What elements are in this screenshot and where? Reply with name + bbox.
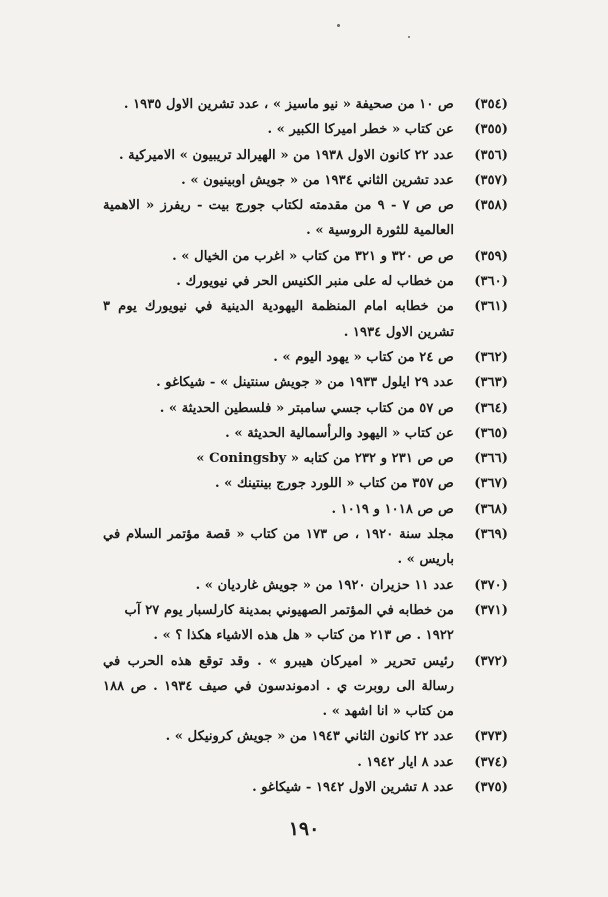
footnote-number: (٣٦٢) — [474, 349, 508, 365]
footnote-text: ص ٢٤ من كتاب « يهود اليوم » . — [273, 349, 454, 365]
footnote-number: (٣٥٩) — [474, 248, 508, 264]
footnote-362 — [103, 345, 508, 370]
footnote-number: (٣٦٧) — [474, 476, 508, 492]
footnote-367 — [103, 471, 508, 496]
footnote-number: (٣٦٣) — [474, 375, 508, 391]
footnote-number: (٣٥٦) — [474, 147, 508, 163]
footnote-360 — [103, 269, 508, 294]
footnote-number: (٣٦١) — [474, 299, 508, 315]
footnote-text: ص ص ٧ - ٩ من مقدمته لكتاب جورج بيت - ريفرز « الاهمية العالمية للثورة الروسية » . — [103, 198, 455, 239]
footnote-text: عن كتاب « اليهود والرأسمالية الحديثة » . — [225, 425, 454, 441]
footnote-text: عدد ٢٩ ايلول ١٩٣٣ من « جويش سنتينل » - شيكاغو . — [156, 375, 454, 391]
footnote-text: عدد ٢٢ كانون الاول ١٩٣٨ من « الهيرالد تريبيون » الاميركية . — [119, 147, 454, 163]
footnote-354 — [103, 92, 508, 117]
footnote-374 — [103, 750, 508, 775]
footnote-number: (٣٦٥) — [474, 425, 508, 441]
footnote-text: عدد ١١ حزيران ١٩٢٠ من « جويش غارديان » . — [195, 577, 454, 593]
footnote-number: (٣٧٥) — [474, 780, 508, 796]
footnote-text: من خطابه في المؤتمر الصهيوني بمدينة كارلسبار يوم ٢٧ آب ١٩٢٢ . ص ٢١٣ من كتاب « هل هذه الاشياء هكذا ؟ » . — [124, 602, 454, 644]
footnote-text: ص ٣٥٧ من كتاب « اللورد جورج بينتينك » . — [214, 476, 454, 492]
footnote-text: عدد ٨ تشرين الاول ١٩٤٢ - شيكاغو . — [252, 780, 454, 796]
footnote-text: ص ص ٢٣١ و ٢٣٢ من كتابه « Coningsby » — [196, 451, 454, 467]
footnote-number: (٣٧٤) — [474, 754, 508, 770]
footnote-number: (٣٧١) — [474, 602, 508, 618]
footnote-372 — [103, 649, 508, 725]
footnote-number: (٣٥٥) — [474, 122, 508, 138]
footnotes-list — [103, 92, 508, 800]
footnote-number: (٣٥٧) — [474, 172, 508, 188]
footnote-text: من خطاب له على منبر الكنيس الحر في نيويورك . — [176, 274, 454, 290]
footnote-text: ص ١٠ من صحيفة « نيو ماسيز » ، عدد تشرين الاول ١٩٣٥ . — [123, 97, 454, 112]
footnote-number: (٣٦٦) — [474, 451, 508, 467]
footnote-358 — [103, 193, 508, 244]
footnote-355 — [103, 117, 508, 142]
footnote-359 — [103, 244, 508, 269]
footnote-text: ص ٥٧ من كتاب جسي سامبتر « فلسطين الحديثة » . — [159, 400, 454, 416]
footnote-364 — [103, 396, 508, 421]
footnote-368 — [103, 497, 508, 522]
footnote-number: (٣٥٤) — [474, 97, 508, 112]
footnote-366 — [103, 446, 508, 471]
footnote-356 — [103, 143, 508, 168]
print-speck — [408, 36, 410, 38]
footnote-365 — [103, 421, 508, 446]
footnote-text: ص ص ١٠١٨ و ١٠١٩ . — [331, 501, 454, 517]
footnote-number: (٣٧٣) — [474, 729, 508, 745]
footnote-number: (٣٦٤) — [474, 400, 508, 416]
footnote-373 — [103, 724, 508, 749]
print-speck — [337, 24, 340, 27]
footnote-number: (٣٦٨) — [474, 501, 508, 517]
page-number: ١٩٠ — [288, 818, 320, 840]
footnote-375 — [103, 775, 508, 800]
footnote-number: (٣٥٨) — [474, 198, 508, 214]
footnote-357 — [103, 168, 508, 193]
footnote-371 — [103, 598, 508, 649]
footnote-number: (٣٧٠) — [474, 577, 508, 593]
footnote-361 — [103, 294, 508, 345]
footnote-363 — [103, 370, 508, 395]
footnote-text: عدد ٨ ايار ١٩٤٢ . — [357, 754, 454, 770]
footnote-text: مجلد سنة ١٩٢٠ ، ص ١٧٣ من كتاب « قصة مؤتمر السلام في باريس » . — [103, 527, 454, 568]
footnote-text: عدد تشرين الثاني ١٩٣٤ من « جويش اوبينيون » . — [181, 172, 454, 188]
footnote-370 — [103, 573, 508, 598]
footnote-number: (٣٧٢) — [474, 653, 508, 669]
footnote-text: عن كتاب « خطر اميركا الكبير » . — [267, 122, 454, 138]
footnote-369 — [103, 522, 508, 573]
footnote-number: (٣٦٠) — [474, 274, 508, 290]
footnote-text: عدد ٢٢ كانون الثاني ١٩٤٣ من « جويش كرونيكل » . — [165, 729, 454, 745]
footnote-text: من خطابه امام المنظمة اليهودية الدينية في نيويورك يوم ٣ تشرين الاول ١٩٣٤ . — [103, 299, 454, 340]
footnote-text: رئيس تحرير « اميركان هيبرو » . وقد توقع هذه الحرب في رسالة الى روبرت ي . ادموندسون في صيف ١٩٣٤ . ص ١٨٨ من كتاب « انا اشهد » . — [103, 653, 454, 720]
footnote-number: (٣٦٩) — [474, 527, 508, 543]
footnote-text: ص ص ٣٢٠ و ٣٢١ من كتاب « اغرب من الخيال » . — [172, 248, 454, 264]
